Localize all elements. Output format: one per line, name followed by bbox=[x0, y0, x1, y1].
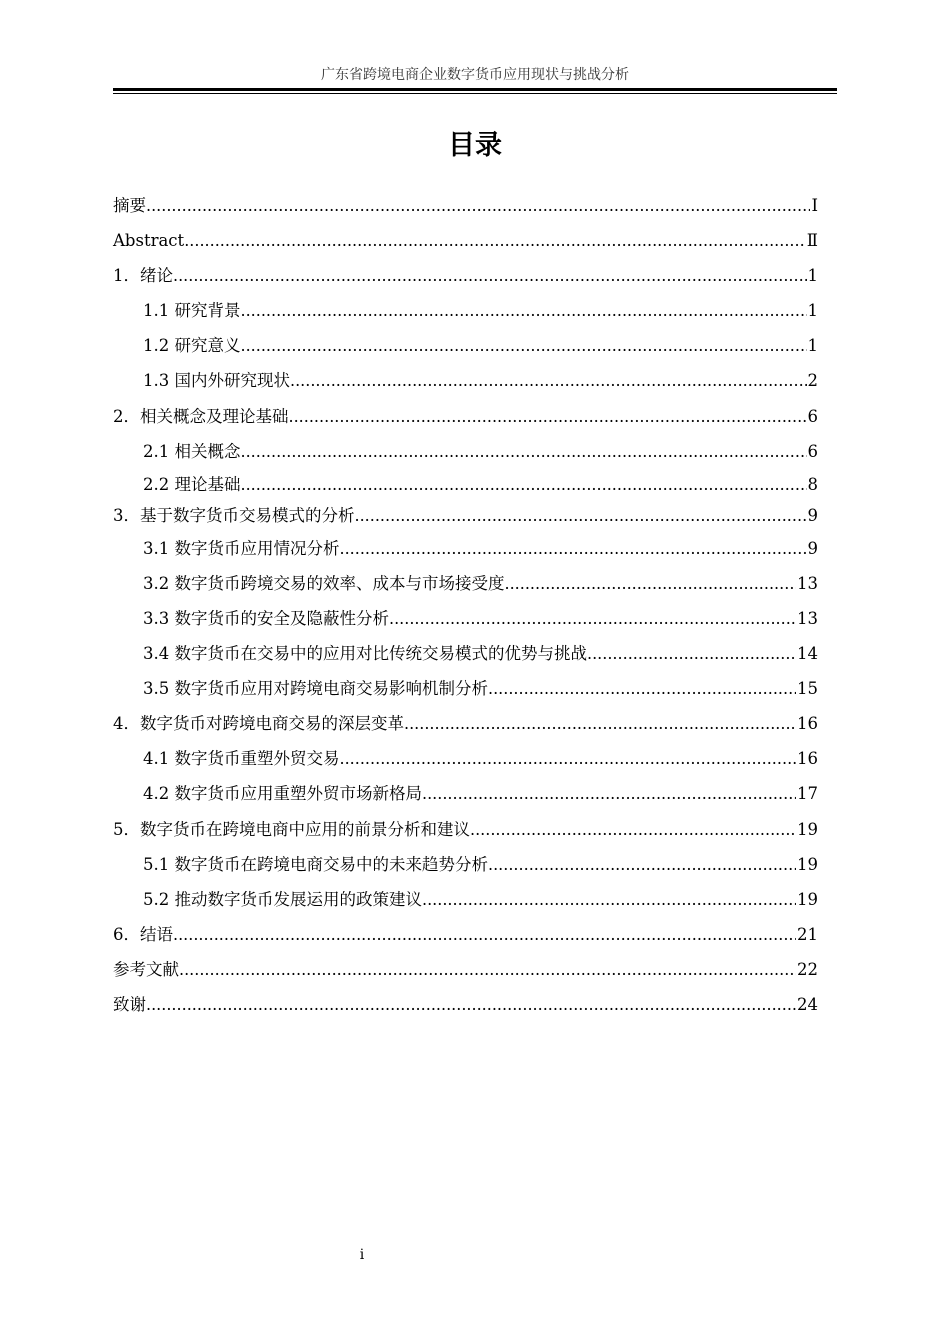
toc-entry-acknowledgements[interactable] bbox=[113, 987, 818, 1022]
toc-entry-section-5-2[interactable] bbox=[113, 882, 818, 917]
toc-entry-text: 2.2 理论基础 bbox=[143, 474, 241, 494]
toc-entry-text: 5.2 推动数字货币发展运用的政策建议 bbox=[143, 889, 422, 909]
toc-entry-abstract-cn[interactable] bbox=[113, 188, 818, 223]
toc-entry-page: 13 bbox=[797, 573, 818, 593]
toc-dot-leader bbox=[389, 601, 796, 636]
toc-entry-page: 15 bbox=[797, 679, 818, 699]
toc-entry-section-2-1[interactable] bbox=[113, 434, 818, 469]
toc-entry-text: 3.2 数字货币跨境交易的效率、成本与市场接受度 bbox=[143, 573, 505, 593]
toc-entry-page: Ⅱ bbox=[806, 231, 818, 251]
toc-dot-leader bbox=[241, 469, 807, 500]
toc-entry-text: 3.3 数字货币的安全及隐蔽性分析 bbox=[143, 608, 389, 628]
toc-entry-page: 1 bbox=[807, 266, 818, 286]
toc-entry-text: 5.1 数字货币在跨境电商交易中的未来趋势分析 bbox=[143, 854, 488, 874]
toc-entry-chapter-5[interactable] bbox=[113, 812, 818, 847]
toc-entry-page: 22 bbox=[797, 959, 818, 979]
toc-entry-chapter-6[interactable] bbox=[113, 917, 818, 952]
toc-entry-chapter-1[interactable] bbox=[113, 258, 818, 293]
toc-entry-text: Abstract bbox=[113, 231, 185, 251]
toc-dot-leader bbox=[587, 636, 796, 671]
toc-entry-chapter-3[interactable] bbox=[113, 500, 818, 531]
toc-dot-leader bbox=[173, 917, 796, 952]
running-header: 广东省跨境电商企业数字货币应用现状与挑战分析 bbox=[321, 67, 629, 83]
toc-entry-text: 1.3 国内外研究现状 bbox=[143, 371, 290, 391]
toc-entry-section-3-3[interactable] bbox=[113, 601, 818, 636]
toc-entry-page: 17 bbox=[797, 784, 818, 804]
toc-entry-text: 4.2 数字货币应用重塑外贸市场新格局 bbox=[143, 784, 422, 804]
toc-entry-chapter-4[interactable] bbox=[113, 706, 818, 741]
toc-entry-section-5-1[interactable] bbox=[113, 847, 818, 882]
toc-dot-leader bbox=[422, 776, 796, 811]
toc-entry-page: 6 bbox=[807, 441, 818, 461]
toc-dot-leader bbox=[340, 531, 807, 566]
toc-entry-page: 1 bbox=[807, 301, 818, 321]
toc-entry-text: 致谢 bbox=[113, 994, 146, 1014]
toc-entry-text: 1.2 研究意义 bbox=[143, 336, 241, 356]
toc-dot-leader bbox=[290, 363, 807, 398]
toc-entry-text: 2．相关概念及理论基础 bbox=[113, 406, 289, 426]
toc-list bbox=[113, 188, 818, 1022]
toc-entry-section-1-1[interactable] bbox=[113, 293, 818, 328]
toc-entry-text: 4．数字货币对跨境电商交易的深层变革 bbox=[113, 714, 404, 734]
toc-entry-page: 1 bbox=[807, 336, 818, 356]
toc-dot-leader bbox=[355, 500, 807, 531]
toc-entry-page: 16 bbox=[797, 749, 818, 769]
toc-entry-text: 1.1 研究背景 bbox=[143, 301, 241, 321]
toc-entry-text: 3.4 数字货币在交易中的应用对比传统交易模式的优势与挑战 bbox=[143, 644, 587, 664]
toc-dot-leader bbox=[184, 223, 806, 258]
toc-entry-text: 1．绪论 bbox=[113, 266, 173, 286]
toc-entry-text: 2.1 相关概念 bbox=[143, 441, 241, 461]
toc-entry-page: Ⅰ bbox=[811, 196, 818, 215]
toc-entry-section-3-2[interactable] bbox=[113, 566, 818, 601]
toc-entry-section-3-4[interactable] bbox=[113, 636, 818, 671]
header-rule-thick bbox=[113, 88, 837, 91]
toc-entry-page: 9 bbox=[807, 538, 818, 558]
toc-entry-references[interactable] bbox=[113, 952, 818, 987]
toc-entry-page: 24 bbox=[797, 994, 818, 1014]
toc-entry-page: 13 bbox=[797, 608, 818, 628]
toc-dot-leader bbox=[488, 671, 796, 706]
toc-entry-text: 摘要 bbox=[113, 196, 146, 215]
toc-dot-leader bbox=[340, 741, 797, 776]
toc-dot-leader bbox=[241, 434, 807, 469]
toc-entry-section-1-2[interactable] bbox=[113, 328, 818, 363]
toc-entry-page: 9 bbox=[807, 505, 818, 525]
toc-entry-chapter-2[interactable] bbox=[113, 399, 818, 434]
toc-entry-section-4-1[interactable] bbox=[113, 741, 818, 776]
toc-entry-abstract-en[interactable] bbox=[113, 223, 818, 258]
toc-entry-section-2-2[interactable] bbox=[113, 469, 818, 500]
toc-dot-leader bbox=[505, 566, 797, 601]
toc-dot-leader bbox=[179, 952, 796, 987]
toc-entry-page: 19 bbox=[797, 889, 818, 909]
toc-entry-text: 3.5 数字货币应用对跨境电商交易影响机制分析 bbox=[143, 679, 488, 699]
toc-entry-text: 3.1 数字货币应用情况分析 bbox=[143, 538, 340, 558]
toc-entry-page: 6 bbox=[807, 406, 818, 426]
toc-dot-leader bbox=[470, 812, 796, 847]
toc-dot-leader bbox=[241, 328, 807, 363]
toc-dot-leader bbox=[289, 399, 807, 434]
toc-dot-leader bbox=[404, 706, 796, 741]
toc-entry-page: 21 bbox=[797, 924, 818, 944]
toc-title: 目录 bbox=[448, 130, 502, 161]
toc-dot-leader bbox=[146, 188, 810, 223]
toc-entry-section-4-2[interactable] bbox=[113, 776, 818, 811]
toc-entry-text: 5．数字货币在跨境电商中应用的前景分析和建议 bbox=[113, 819, 470, 839]
toc-entry-text: 参考文献 bbox=[113, 959, 179, 979]
toc-dot-leader bbox=[422, 882, 796, 917]
toc-dot-leader bbox=[146, 987, 796, 1022]
page-number: i bbox=[359, 1247, 365, 1263]
toc-entry-text: 6．结语 bbox=[113, 924, 173, 944]
toc-entry-page: 14 bbox=[797, 644, 818, 664]
toc-dot-leader bbox=[173, 258, 807, 293]
toc-entry-page: 2 bbox=[807, 371, 818, 391]
toc-entry-section-1-3[interactable] bbox=[113, 363, 818, 398]
toc-dot-leader bbox=[241, 293, 807, 328]
toc-entry-section-3-5[interactable] bbox=[113, 671, 818, 706]
toc-entry-page: 19 bbox=[797, 854, 818, 874]
toc-entry-section-3-1[interactable] bbox=[113, 531, 818, 566]
header-rule-thin bbox=[113, 93, 837, 94]
toc-entry-page: 19 bbox=[797, 819, 818, 839]
toc-dot-leader bbox=[488, 847, 796, 882]
toc-entry-page: 8 bbox=[807, 474, 818, 494]
toc-entry-text: 3．基于数字货币交易模式的分析 bbox=[113, 505, 355, 525]
toc-entry-text: 4.1 数字货币重塑外贸交易 bbox=[143, 749, 340, 769]
toc-entry-page: 16 bbox=[797, 714, 818, 734]
